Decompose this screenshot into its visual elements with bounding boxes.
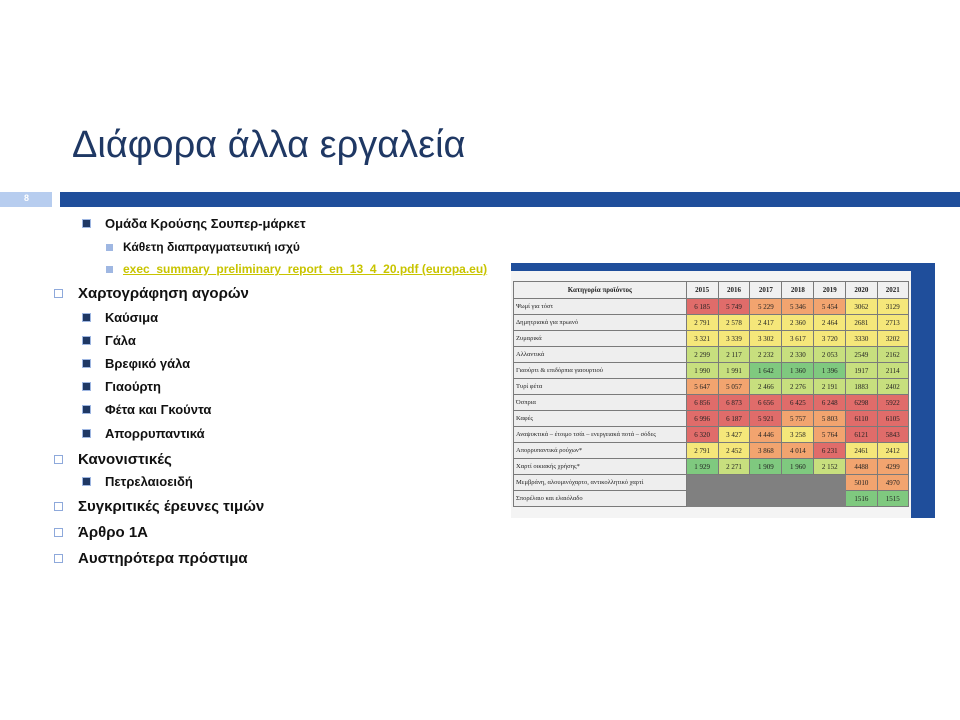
value-cell: 5843	[877, 427, 908, 443]
value-cell	[750, 475, 782, 491]
bullet-text: Ομάδα Κρούσης Σουπερ-μάρκετ	[105, 216, 306, 231]
hollow-square-bullet-icon	[54, 455, 63, 464]
table-row	[514, 379, 909, 395]
table-row	[514, 475, 909, 491]
value-cell: 2 578	[718, 315, 750, 331]
value-cell: 1 960	[782, 459, 814, 475]
value-cell: 2 053	[814, 347, 846, 363]
value-cell: 3129	[877, 299, 908, 315]
value-cell: 2 117	[718, 347, 750, 363]
list-item	[82, 474, 193, 489]
value-cell: 6 425	[782, 395, 814, 411]
bullet-text: Γάλα	[105, 333, 136, 348]
value-cell: 2 791	[686, 315, 718, 331]
value-cell	[686, 491, 718, 507]
value-cell: 6105	[877, 411, 908, 427]
list-item	[82, 379, 161, 394]
category-cell: Μεμβράνη, αλουμινόχαρτο, αντικολλητικό χαρτί	[514, 475, 687, 491]
value-cell: 2 152	[814, 459, 846, 475]
value-cell: 3 720	[814, 331, 846, 347]
value-cell: 6110	[846, 411, 877, 427]
value-cell: 2 452	[718, 443, 750, 459]
small-square-bullet-icon	[106, 244, 113, 251]
table-image	[511, 271, 911, 518]
value-cell: 3 868	[750, 443, 782, 459]
value-cell: 3330	[846, 331, 877, 347]
square-bullet-icon	[82, 429, 91, 438]
list-item	[82, 310, 158, 325]
value-cell: 1883	[846, 379, 877, 395]
value-cell: 6298	[846, 395, 877, 411]
column-header-year: 2017	[750, 282, 782, 299]
value-cell: 1 991	[718, 363, 750, 379]
square-bullet-icon	[82, 313, 91, 322]
category-cell: Καφές	[514, 411, 687, 427]
value-cell: 5 803	[814, 411, 846, 427]
value-cell: 5 921	[750, 411, 782, 427]
value-cell	[686, 475, 718, 491]
table-image-frame	[511, 263, 935, 518]
value-cell: 2 417	[750, 315, 782, 331]
bullet-text: Απορρυπαντικά	[105, 426, 205, 441]
value-cell: 2461	[846, 443, 877, 459]
category-cell: Χαρτί οικιακής χρήσης*	[514, 459, 687, 475]
table-row	[514, 491, 909, 507]
value-cell: 2 271	[718, 459, 750, 475]
category-cell: Απορρυπαντικά ρούχων*	[514, 443, 687, 459]
bullet-market-mapping	[54, 285, 249, 302]
value-cell: 3 258	[782, 427, 814, 443]
column-header-year: 2015	[686, 282, 718, 299]
table-row	[514, 299, 909, 315]
bullet-text: Γιαούρτη	[105, 379, 161, 394]
value-cell: 2412	[877, 443, 908, 459]
value-cell: 2162	[877, 347, 908, 363]
value-cell: 1 396	[814, 363, 846, 379]
square-bullet-icon	[82, 477, 91, 486]
category-cell: Όσπρια	[514, 395, 687, 411]
bullet-text: Πετρελαιοειδή	[105, 474, 193, 489]
slide-title: Διάφορα άλλα εργαλεία	[72, 124, 466, 166]
bullet-text: Αυστηρότερα πρόστιμα	[78, 550, 248, 567]
list-item	[82, 402, 211, 417]
value-cell: 2 466	[750, 379, 782, 395]
value-cell: 1516	[846, 491, 877, 507]
bullet-regulatory	[54, 451, 172, 468]
value-cell: 2 299	[686, 347, 718, 363]
value-cell: 6 248	[814, 395, 846, 411]
value-cell: 2 330	[782, 347, 814, 363]
table-row	[514, 395, 909, 411]
table-row	[514, 459, 909, 475]
value-cell: 4 014	[782, 443, 814, 459]
value-cell: 1 990	[686, 363, 718, 379]
report-link[interactable]: exec_summary_preliminary_report_en_13_4_20.pdf (europa.eu)	[123, 262, 488, 276]
column-header-year: 2021	[877, 282, 908, 299]
value-cell	[718, 475, 750, 491]
value-cell: 4488	[846, 459, 877, 475]
sub-bullet-report-link[interactable]	[106, 262, 487, 276]
bullet-text: Κανονιστικές	[78, 451, 172, 468]
value-cell: 6 996	[686, 411, 718, 427]
value-cell	[782, 491, 814, 507]
square-bullet-icon	[82, 359, 91, 368]
value-cell: 5 229	[750, 299, 782, 315]
value-cell: 2713	[877, 315, 908, 331]
value-cell: 5922	[877, 395, 908, 411]
value-cell: 6 873	[718, 395, 750, 411]
value-cell: 2402	[877, 379, 908, 395]
value-cell: 6 856	[686, 395, 718, 411]
value-cell: 6 187	[718, 411, 750, 427]
value-cell: 5 757	[782, 411, 814, 427]
value-cell	[718, 491, 750, 507]
slide-number: 8	[24, 193, 30, 203]
value-cell: 2549	[846, 347, 877, 363]
hollow-square-bullet-icon	[54, 502, 63, 511]
value-cell: 1917	[846, 363, 877, 379]
square-bullet-icon	[82, 219, 91, 228]
category-cell: Σπορέλαιο και ελαιόλαδο	[514, 491, 687, 507]
value-cell: 4299	[877, 459, 908, 475]
value-cell: 6121	[846, 427, 877, 443]
value-cell: 1 909	[750, 459, 782, 475]
value-cell: 2 360	[782, 315, 814, 331]
hollow-square-bullet-icon	[54, 554, 63, 563]
category-cell: Ψωμί για τόστ	[514, 299, 687, 315]
bullet-text: Κάθετη διαπραγματευτική ισχύ	[123, 240, 300, 254]
value-cell: 5 346	[782, 299, 814, 315]
value-cell: 5 647	[686, 379, 718, 395]
column-header-year: 2019	[814, 282, 846, 299]
bullet-stricter-fines	[54, 550, 248, 567]
category-cell: Ζυμαρικά	[514, 331, 687, 347]
bullet-article-1a	[54, 524, 148, 541]
bullet-text: Χαρτογράφηση αγορών	[78, 285, 249, 302]
value-cell: 6 185	[686, 299, 718, 315]
value-cell: 2681	[846, 315, 877, 331]
value-cell: 3 617	[782, 331, 814, 347]
value-cell: 5 764	[814, 427, 846, 443]
value-cell: 3 321	[686, 331, 718, 347]
value-cell: 5010	[846, 475, 877, 491]
value-cell: 2 191	[814, 379, 846, 395]
table-row	[514, 347, 909, 363]
value-cell: 5 749	[718, 299, 750, 315]
value-cell: 6 231	[814, 443, 846, 459]
category-cell: Αναψυκτικά – έτοιμο τσάι – ενεργειακά ποτά – σόδες	[514, 427, 687, 443]
value-cell: 6 320	[686, 427, 718, 443]
bullet-text: Καύσιμα	[105, 310, 159, 325]
value-cell: 3 302	[750, 331, 782, 347]
square-bullet-icon	[82, 336, 91, 345]
column-header-year: 2020	[846, 282, 877, 299]
category-cell: Δημητριακά για πρωινό	[514, 315, 687, 331]
bullet-supermarket-task-force	[82, 216, 306, 231]
small-square-bullet-icon	[106, 266, 113, 273]
table-header-row	[514, 282, 909, 299]
value-cell	[782, 475, 814, 491]
value-cell: 3 339	[718, 331, 750, 347]
value-cell	[814, 475, 846, 491]
value-cell: 2 276	[782, 379, 814, 395]
list-item	[82, 356, 190, 371]
category-cell: Γιαούρτι & επιδόρπια γιαουρτιού	[514, 363, 687, 379]
hollow-square-bullet-icon	[54, 528, 63, 537]
column-header-year: 2018	[782, 282, 814, 299]
value-cell: 2 791	[686, 443, 718, 459]
value-cell: 1515	[877, 491, 908, 507]
value-cell: 1 360	[782, 363, 814, 379]
value-cell: 2 232	[750, 347, 782, 363]
column-header-year: 2016	[718, 282, 750, 299]
value-cell	[750, 491, 782, 507]
square-bullet-icon	[82, 405, 91, 414]
column-header-category: Κατηγορία προϊόντος	[514, 282, 687, 299]
value-cell: 4 446	[750, 427, 782, 443]
value-cell: 3202	[877, 331, 908, 347]
value-cell: 5 057	[718, 379, 750, 395]
square-bullet-icon	[82, 382, 91, 391]
value-cell: 2114	[877, 363, 908, 379]
value-cell	[814, 491, 846, 507]
value-cell: 3062	[846, 299, 877, 315]
bullet-price-surveys	[54, 498, 264, 515]
category-cell: Τυρί φέτα	[514, 379, 687, 395]
bullet-text: Βρεφικό γάλα	[105, 356, 191, 371]
table-row	[514, 315, 909, 331]
table-row	[514, 411, 909, 427]
value-cell: 1 642	[750, 363, 782, 379]
price-table	[513, 281, 909, 507]
value-cell: 4970	[877, 475, 908, 491]
table-row	[514, 363, 909, 379]
value-cell: 2 464	[814, 315, 846, 331]
bullet-text: Συγκριτικές έρευνες τιμών	[78, 498, 265, 515]
table-row	[514, 427, 909, 443]
sub-bullet-bargaining-power	[106, 240, 300, 254]
bullet-text: Φέτα και Γκούντα	[105, 402, 212, 417]
hollow-square-bullet-icon	[54, 289, 63, 298]
table-row	[514, 331, 909, 347]
table-row	[514, 443, 909, 459]
value-cell: 6 656	[750, 395, 782, 411]
value-cell: 5 454	[814, 299, 846, 315]
category-cell: Αλλαντικά	[514, 347, 687, 363]
value-cell: 3 427	[718, 427, 750, 443]
list-item	[82, 426, 205, 441]
list-item	[82, 333, 136, 348]
bullet-text: Άρθρο 1Α	[78, 524, 149, 541]
header-bar	[60, 192, 960, 207]
value-cell: 1 929	[686, 459, 718, 475]
